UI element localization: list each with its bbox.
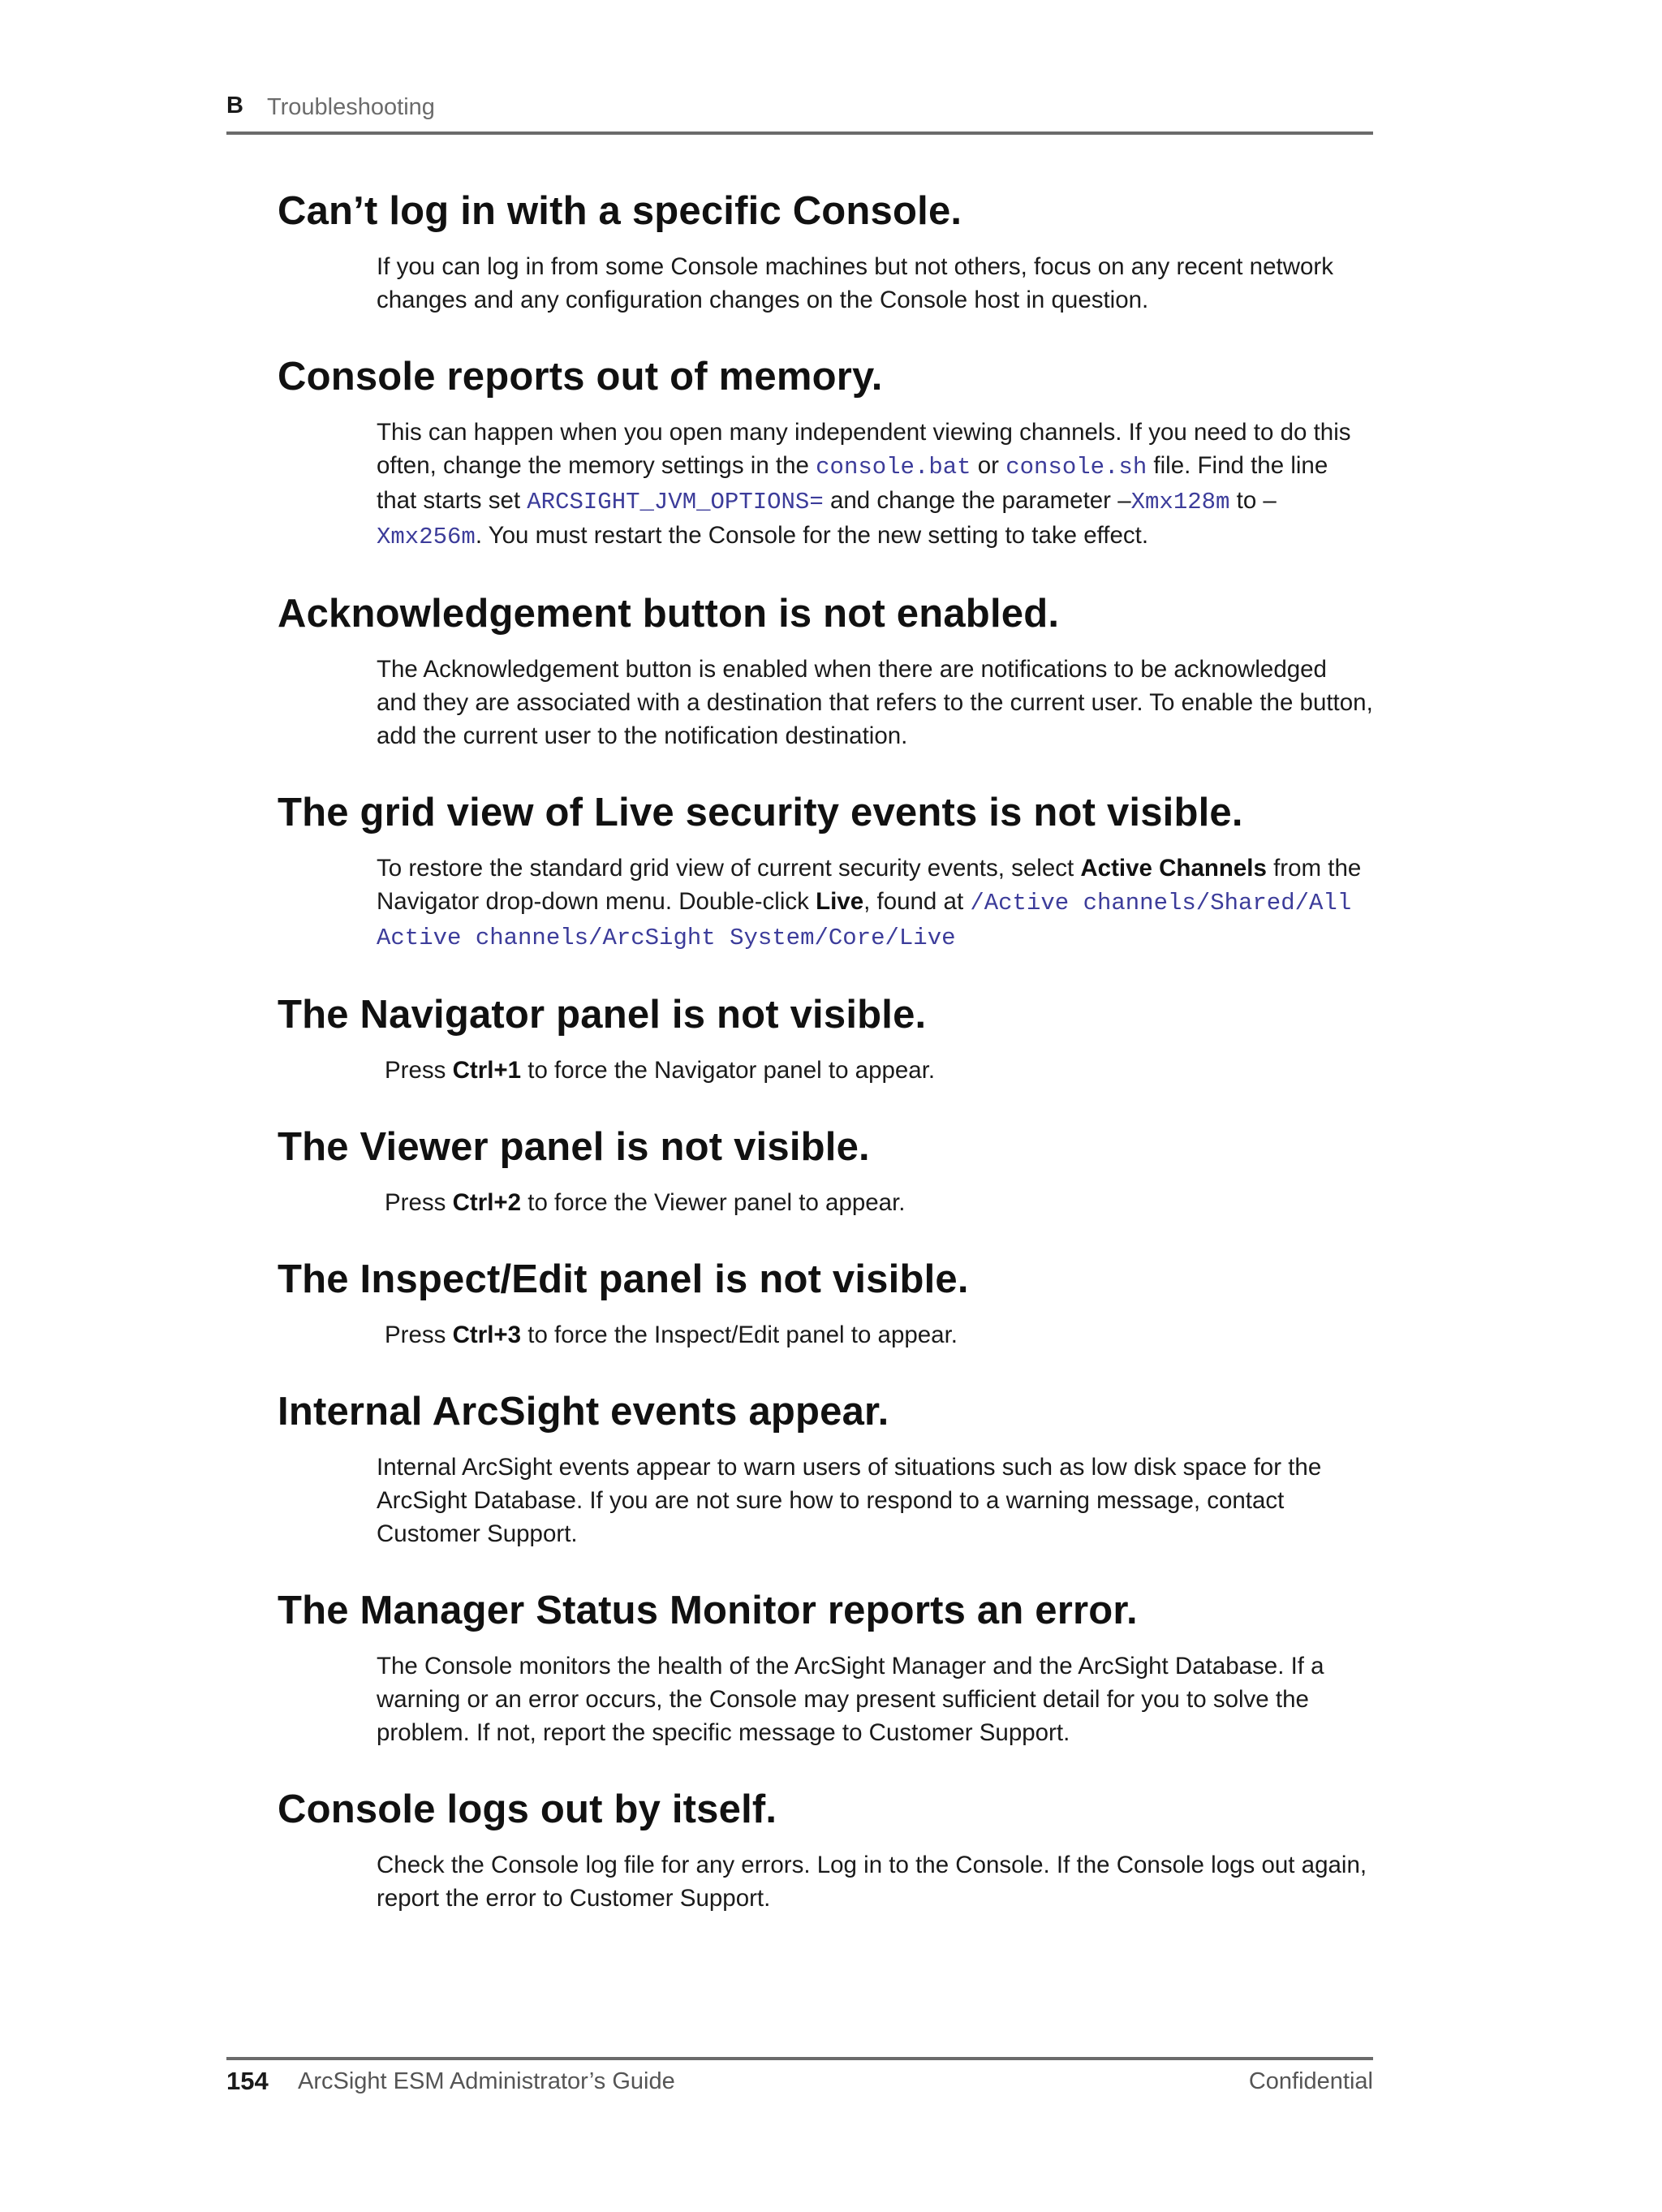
shortcut-ctrl-2: Ctrl+2 [452, 1189, 522, 1216]
body-text: . You must restart the Console for the new setting to take effect. [475, 522, 1149, 549]
chapter-title: Troubleshooting [267, 94, 435, 120]
section-grid-view [278, 788, 1373, 955]
section-body [385, 1318, 1373, 1352]
body-text: to force the Inspect/Edit panel to appear. [521, 1322, 958, 1348]
code-xmx256m: Xmx256m [377, 524, 476, 550]
section-heading: Console reports out of memory. [278, 355, 883, 399]
body-text: or [971, 452, 1006, 479]
section-internal-events [278, 1387, 1373, 1550]
shortcut-ctrl-3: Ctrl+3 [452, 1322, 522, 1348]
section-body: The Acknowledgement button is enabled when there are notifications to be acknowledged and they are associated with a destination that refers to the current user. To enable the button, add the current user to the notification destination. [377, 656, 1373, 749]
section-heading: Acknowledgement button is not enabled. [278, 592, 1060, 636]
section-body: The Console monitors the health of the ArcSight Manager and the ArcSight Database. If a warning or an error occurs, the Console may present sufficient detail for you to solve the problem. If not, report the specific message to Customer Support. [377, 1653, 1324, 1746]
body-text: , found at [863, 888, 971, 915]
body-text: file. Find the line that starts set [377, 452, 1328, 514]
section-body [377, 852, 1373, 955]
section-navigator-panel [278, 990, 1373, 1087]
body-text: To restore the standard grid view of current security events, select [377, 855, 1081, 882]
chapter-letter: B [226, 93, 243, 119]
code-live-path: /Active channels/Shared/All Active channels/ArcSight System/Core/Live [377, 890, 1352, 951]
section-out-of-memory [278, 352, 1373, 554]
section-body: Check the Console log file for any errors. Log in to the Console. If the Console logs out again, report the error to Customer Support. [377, 1852, 1367, 1912]
section-console-logs-out [278, 1785, 1373, 1915]
section-inspect-edit-panel [278, 1255, 1373, 1352]
body-text: to force the Navigator panel to appear. [521, 1057, 936, 1084]
section-heading: Console logs out by itself. [278, 1787, 777, 1831]
body-text: to – [1229, 487, 1277, 514]
section-heading: The Navigator panel is not visible. [278, 993, 927, 1037]
body-text: This can happen when you open many independent viewing channels. If you need to do this often, change the memory settings in the [377, 419, 1351, 479]
section-heading: The Inspect/Edit panel is not visible. [278, 1257, 969, 1301]
body-text: and change the parameter – [823, 487, 1131, 514]
section-heading: The Viewer panel is not visible. [278, 1125, 870, 1169]
page-number: 154 [226, 2067, 269, 2095]
section-heading: The Manager Status Monitor reports an error. [278, 1589, 1138, 1632]
bold-active-channels: Active Channels [1080, 855, 1267, 882]
code-xmx128m: Xmx128m [1130, 489, 1230, 515]
page-content [278, 187, 1373, 1951]
code-jvm-options: ARCSIGHT_JVM_OPTIONS= [527, 489, 824, 515]
running-footer [226, 2057, 1373, 2101]
body-text: from the Navigator drop-down menu. Double-click [377, 855, 1362, 915]
section-body [385, 1054, 1373, 1087]
section-manager-status-monitor [278, 1586, 1373, 1749]
body-text: to force the Viewer panel to appear. [521, 1189, 906, 1216]
code-console-sh: console.sh [1005, 454, 1147, 481]
section-heading: Can’t log in with a specific Console. [278, 189, 962, 233]
bold-live: Live [816, 888, 864, 915]
code-console-bat: console.bat [816, 454, 971, 481]
guide-title: ArcSight ESM Administrator’s Guide [298, 2068, 675, 2094]
section-heading: Internal ArcSight events appear. [278, 1390, 889, 1434]
section-body [385, 1186, 1373, 1219]
body-text: Press [385, 1322, 453, 1348]
section-viewer-panel [278, 1123, 1373, 1219]
section-body: If you can log in from some Console machines but not others, focus on any recent network changes and any configuration changes on the Console host in question. [377, 253, 1333, 313]
section-cant-log-in [278, 187, 1373, 317]
body-text: Press [385, 1189, 453, 1216]
running-header [226, 89, 1373, 135]
section-heading: The grid view of Live security events is not visible. [278, 791, 1243, 834]
body-text: Press [385, 1057, 453, 1084]
shortcut-ctrl-1: Ctrl+1 [452, 1057, 522, 1084]
confidentiality-label: Confidential [1248, 2068, 1373, 2094]
section-acknowledgement-button [278, 589, 1373, 752]
section-body: Internal ArcSight events appear to warn users of situations such as low disk space for the ArcSight Database. If you are not sure how to respond to a warning message, contact Customer Support. [377, 1454, 1322, 1547]
section-body [377, 416, 1373, 554]
